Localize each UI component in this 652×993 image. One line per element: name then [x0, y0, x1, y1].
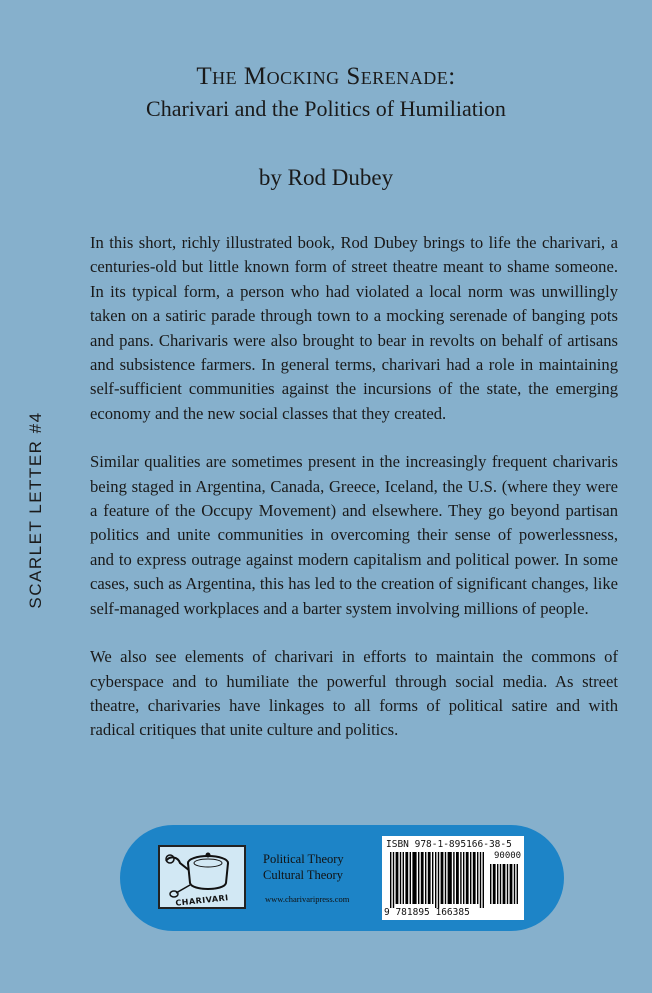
isbn-label: ISBN 978-1-895166-38-5 [386, 839, 512, 850]
barcode-digits: 9 781895 166385 [384, 907, 470, 918]
category-cultural-theory: Cultural Theory [263, 868, 343, 882]
blurb-paragraph-1: In this short, richly illustrated book, Rod Dubey brings to life the charivari, a centuries-old but little known form of street theatre meant to shame someone. In its typical form, a person who had violated a local norm was unwillingly taken on a satiric parade through town to a mocking serenade of banging pots and pans. Charivaris were also brought to bear in revolts on behalf of artisans and subsistence farmers. In general terms, charivari had a role in maintaining self-sufficient communities against the incursions of the state, the emerging economy and the new social classes that they created. [90, 233, 618, 423]
barcode-bars [390, 852, 488, 908]
spine-series-label: SCARLET LETTER #4 [26, 411, 45, 609]
publisher-categories [263, 851, 344, 883]
blurb-text [90, 231, 618, 767]
blurb-paragraph-3: We also see elements of charivari in efforts to maintain the commons of cyberspace and to humiliate the powerful through social media. As street theatre, charivaries have linkages to all forms of political satire and with radical critiques that unite culture and politics. [90, 647, 618, 740]
book-subtitle: Charivari and the Politics of Humiliation [146, 96, 506, 121]
addon-barcode-bars [490, 864, 520, 904]
price-code: 90000 [494, 851, 522, 861]
book-title: The Mocking Serenade: [196, 63, 456, 90]
category-political-theory: Political Theory [263, 852, 344, 866]
publisher-website: www.charivaripress.com [265, 894, 350, 904]
book-author: by Rod Dubey [258, 165, 394, 190]
blurb-paragraph-2: Similar qualities are sometimes present in the increasingly frequent charivaris being staged in Argentina, Canada, Greece, Iceland, the U.S. (where they were a feature of the Occupy Movement) and elsewhere. They go beyond partisan politics and unite communities in overcoming their sense of powerlessness, and to express outrage against modern capitalism and political power. In some cases, such as Argentina, this has led to the creation of significant changes, like self-managed workplaces and a barter system involving millions of people. [90, 452, 618, 618]
publisher-logo [158, 845, 246, 909]
isbn-barcode [382, 836, 524, 920]
logo-wordmark: CHARIVARI [174, 893, 230, 908]
